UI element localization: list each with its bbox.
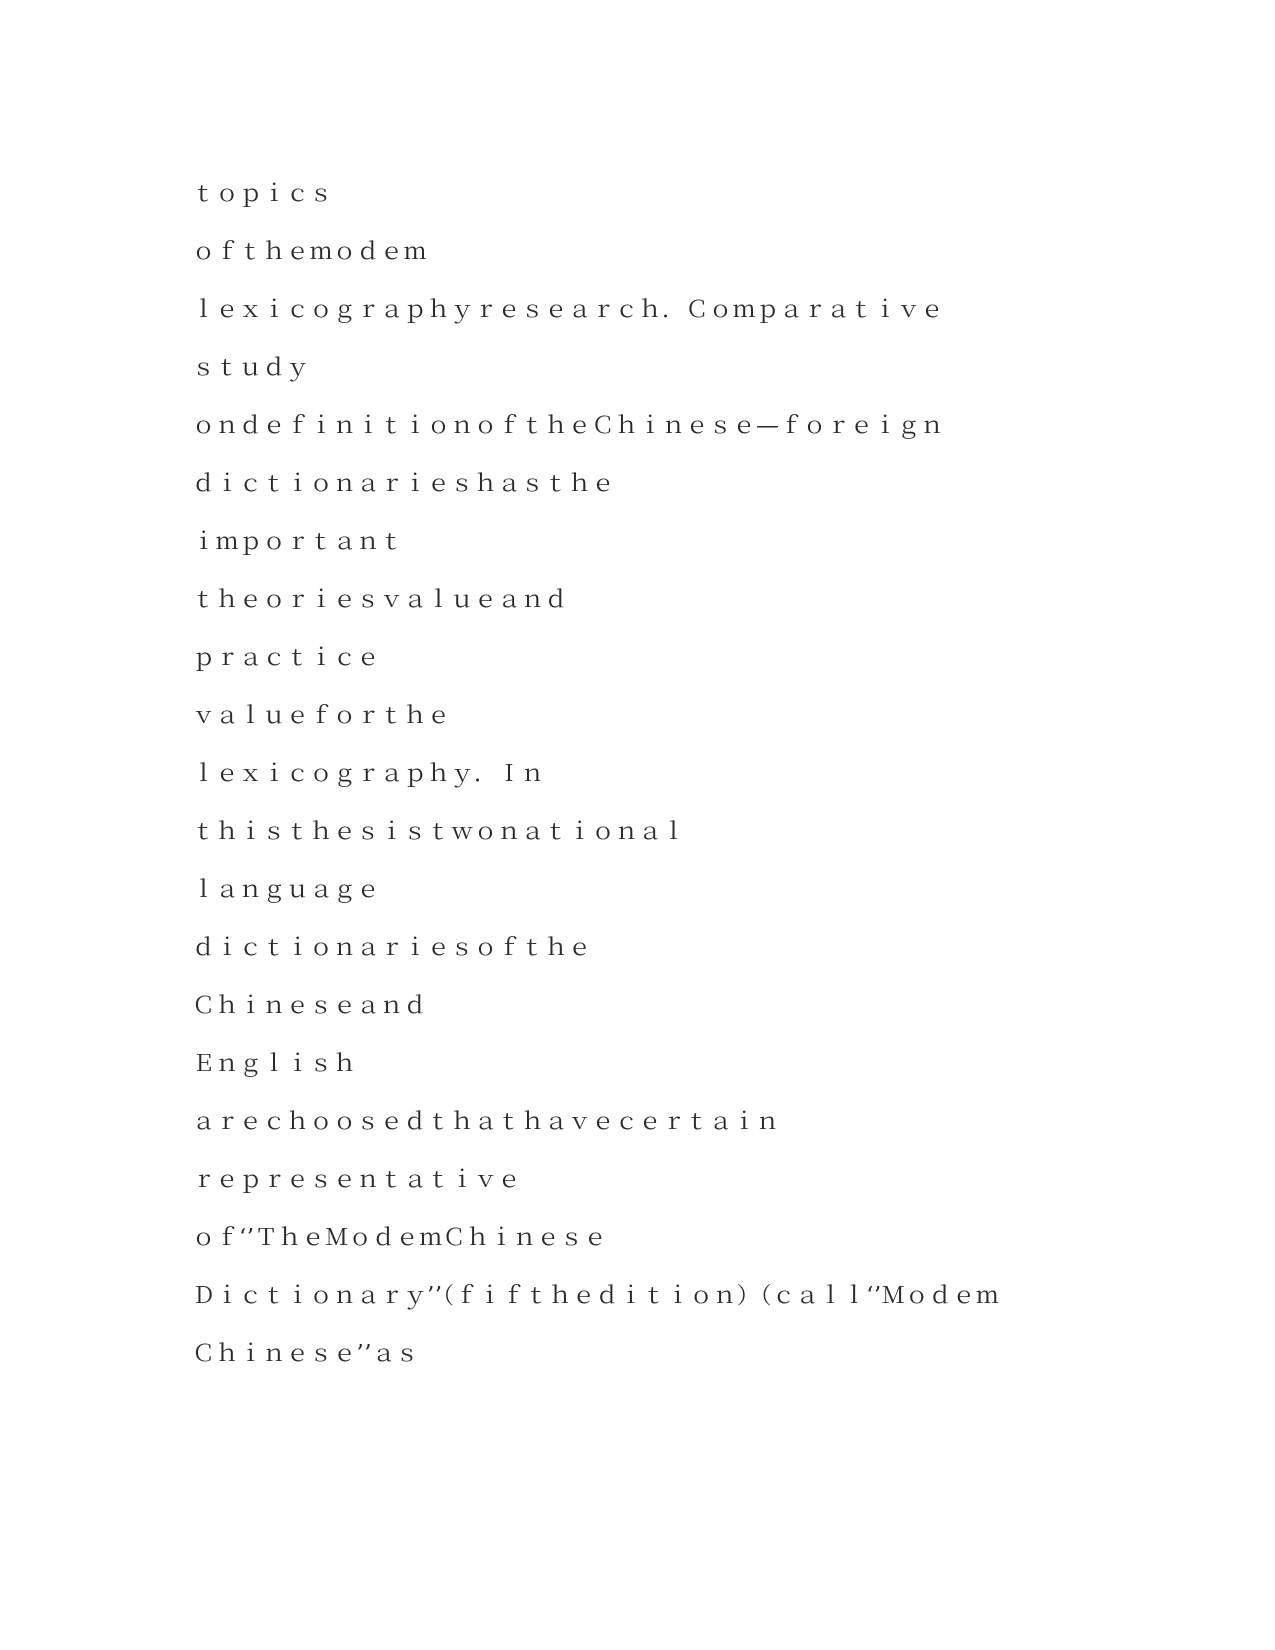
text-line: Ｃｈｉｎｅｓｅａｎｄ xyxy=(192,993,427,1019)
text-line: ｖａｌｕｅｆｏｒｔｈｅ xyxy=(192,703,451,729)
text-line: ｔｈｅｏｒｉｅｓｖａｌｕｅａｎｄ xyxy=(192,587,568,613)
text-line: Ｃｈｉｎｅｓｅ’’ａｓ xyxy=(192,1341,420,1367)
text-line: ｒｅｐｒｅｓｅｎｔａｔｉｖｅ xyxy=(192,1167,521,1193)
text-line: ｌｅｘｉｃｏｇｒａｐｈｙｒｅｓｅａｒｃｈ．Ｃｏｍｐａｒａｔｉｖｅ xyxy=(192,297,944,323)
text-line: ｄｉｃｔｉｏｎａｒｉｅｓｈａｓｔｈｅ xyxy=(192,471,615,497)
text-line: ｐｒａｃｔｉｃｅ xyxy=(192,645,380,671)
text-line: ｔｏｐｉｃｓ xyxy=(192,181,333,207)
text-line: ｌａｎｇｕａｇｅ xyxy=(192,877,380,903)
text-line: ｏｎｄｅｆｉｎｉｔｉｏｎｏｆｔｈｅＣｈｉｎｅｓｅ—ｆｏｒｅｉｇｎ xyxy=(192,413,944,439)
text-line: Ｅｎｇｌｉｓｈ xyxy=(192,1051,357,1077)
text-line: ｏｆ‘’ＴｈｅＭｏｄｅｍＣｈｉｎｅｓｅ xyxy=(192,1225,608,1251)
text-line: ｏｆｔｈｅｍｏｄｅｍ xyxy=(192,239,427,265)
text-line: ｉｍｐｏｒｔａｎｔ xyxy=(192,529,404,555)
text-line: ａｒｅｃｈｏｏｓｅｄｔｈａｔｈａｖｅｃｅｒｔａｉｎ xyxy=(192,1109,780,1135)
text-line: Ｄｉｃｔｉｏｎａｒｙ’’（ｆｉｆｔｈｅｄｉｔｉｏｎ）（ｃａｌｌ‘’Ｍｏｄｅｍ xyxy=(192,1283,1000,1309)
text-line: ｓｔｕｄｙ xyxy=(192,355,310,381)
text-column xyxy=(192,178,1092,1396)
text-line: ｌｅｘｉｃｏｇｒａｐｈｙ．Ｉｎ xyxy=(192,761,545,787)
text-line: ｄｉｃｔｉｏｎａｒｉｅｓｏｆｔｈｅ xyxy=(192,935,592,961)
text-line: ｔｈｉｓｔｈｅｓｉｓｔｗｏｎａｔｉｏｎａｌ xyxy=(192,819,686,845)
